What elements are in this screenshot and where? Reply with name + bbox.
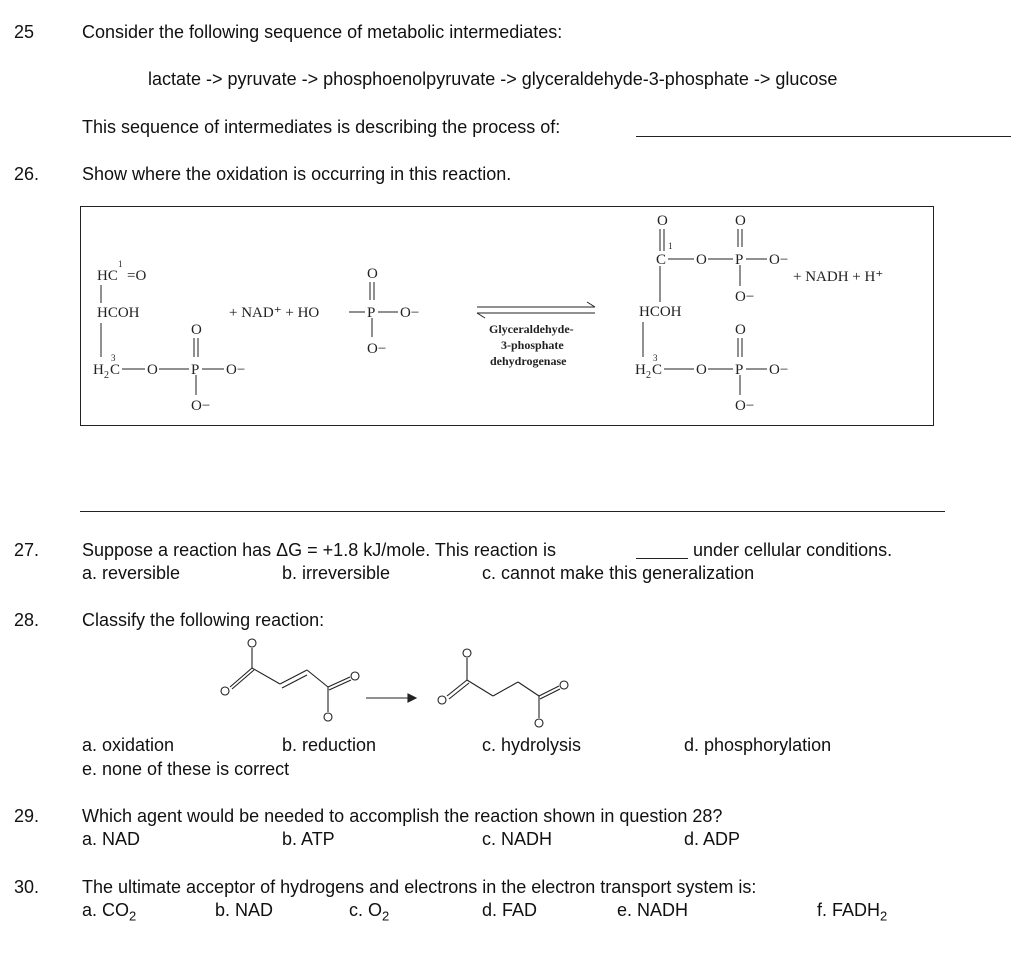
svg-text:O−: O− (769, 252, 789, 268)
reactant-hcoh: HCOH (97, 305, 140, 321)
q29-option-b[interactable]: b. ATP (282, 829, 335, 849)
q29-option-d[interactable]: d. ADP (684, 829, 741, 849)
q30-option-e[interactable]: e. NADH (617, 900, 689, 920)
question-number-27: 27. (14, 540, 40, 560)
svg-text:O: O (735, 322, 746, 338)
svg-text:O−: O− (191, 398, 211, 414)
svg-text:C: C (110, 362, 121, 378)
svg-text:1: 1 (118, 259, 123, 269)
q27-option-b[interactable]: b. irreversible (282, 563, 391, 583)
svg-text:P: P (735, 252, 744, 268)
question-28-prompt: Classify the following reaction: (82, 610, 325, 630)
svg-text:1: 1 (668, 241, 673, 251)
answer-blank-26[interactable] (80, 511, 945, 512)
svg-text:O−: O− (735, 289, 755, 305)
answer-blank-27[interactable] (636, 558, 688, 559)
glyceraldehyde-reaction-diagram (81, 207, 933, 425)
svg-text:C: C (652, 362, 663, 378)
svg-text:H: H (635, 362, 646, 378)
reactant-ch2: H (93, 362, 104, 378)
svg-text:HCOH: HCOH (639, 304, 682, 320)
svg-text:C: C (656, 252, 667, 268)
svg-text:O−: O− (769, 362, 789, 378)
q30-option-f[interactable]: f. $FADH_2$ (817, 900, 888, 924)
question-30-prompt: The ultimate acceptor of hydrogens and electrons in the electron transport system is: (82, 877, 757, 897)
enzyme-label-3: dehydrogenase (490, 354, 567, 368)
q27-option-a[interactable]: a. reversible (82, 563, 181, 583)
svg-text:O−: O− (226, 362, 246, 378)
q30-option-a[interactable]: a. $CO_2$ (82, 900, 137, 924)
svg-text:P: P (735, 362, 744, 378)
question-26-prompt: Show where the oxidation is occurring in this reaction. (82, 164, 512, 184)
enzyme-label-1: Glyceraldehyde- (489, 322, 574, 336)
products-nadh: + NADH + H⁺ (793, 269, 884, 285)
svg-text:O−: O− (400, 305, 420, 321)
svg-text:=O: =O (127, 268, 147, 284)
svg-text:3: 3 (653, 353, 658, 363)
metabolic-sequence: lactate -> pyruvate -> phosphoenolpyruvate -> glyceraldehyde-3-phosphate -> glucose (148, 69, 838, 89)
svg-text:O: O (735, 213, 746, 229)
question-number-29: 29. (14, 806, 40, 826)
svg-text:O−: O− (735, 398, 755, 414)
question-29-prompt: Which agent would be needed to accomplish the reaction shown in question 28? (82, 806, 723, 826)
svg-text:O: O (696, 252, 707, 268)
q27-option-c[interactable]: c. cannot make this generalization (482, 563, 755, 583)
answer-blank-25[interactable] (636, 136, 1011, 137)
reactant-aldehyde: HC (97, 268, 118, 284)
q28-option-c[interactable]: c. hydrolysis (482, 735, 582, 755)
reactant-plus-nad: + NAD⁺ + HO (229, 305, 320, 321)
q30-option-d[interactable]: d. FAD (482, 900, 538, 920)
question-25-prompt: Consider the following sequence of metabolic intermediates: (82, 22, 563, 42)
fumarate-to-succinate-diagram (205, 632, 585, 732)
q30-option-b[interactable]: b. NAD (215, 900, 274, 920)
q28-option-a[interactable]: a. oxidation (82, 735, 175, 755)
reaction-box (80, 206, 934, 426)
q28-option-e[interactable]: e. none of these is correct (82, 759, 290, 779)
q29-option-a[interactable]: a. NAD (82, 829, 141, 849)
q28-option-d[interactable]: d. phosphorylation (684, 735, 832, 755)
q29-option-c[interactable]: c. NADH (482, 829, 553, 849)
svg-text:O: O (657, 213, 668, 229)
svg-text:O−: O− (367, 341, 387, 357)
svg-text:3: 3 (111, 353, 116, 363)
svg-text:P: P (367, 305, 376, 321)
question-number-26: 26. (14, 164, 40, 184)
q30-option-c[interactable]: c. $O_2$ (349, 900, 390, 924)
question-number-25: 25 (14, 22, 35, 42)
question-27-prompt-end: under cellular conditions. (693, 540, 893, 560)
svg-text:P: P (191, 362, 200, 378)
svg-text:2: 2 (104, 370, 109, 381)
question-number-28: 28. (14, 610, 40, 630)
svg-text:O: O (367, 266, 378, 282)
svg-text:O: O (191, 322, 202, 338)
question-27-prompt: Suppose a reaction has ΔG = +1.8 kJ/mole. This reaction is (82, 540, 556, 560)
question-number-30: 30. (14, 877, 40, 897)
svg-text:2: 2 (646, 370, 651, 381)
question-25-text: This sequence of intermediates is describing the process of: (82, 117, 561, 137)
svg-text:O: O (147, 362, 158, 378)
q28-option-b[interactable]: b. reduction (282, 735, 377, 755)
svg-text:O: O (696, 362, 707, 378)
enzyme-label-2: 3-phosphate (501, 338, 564, 352)
